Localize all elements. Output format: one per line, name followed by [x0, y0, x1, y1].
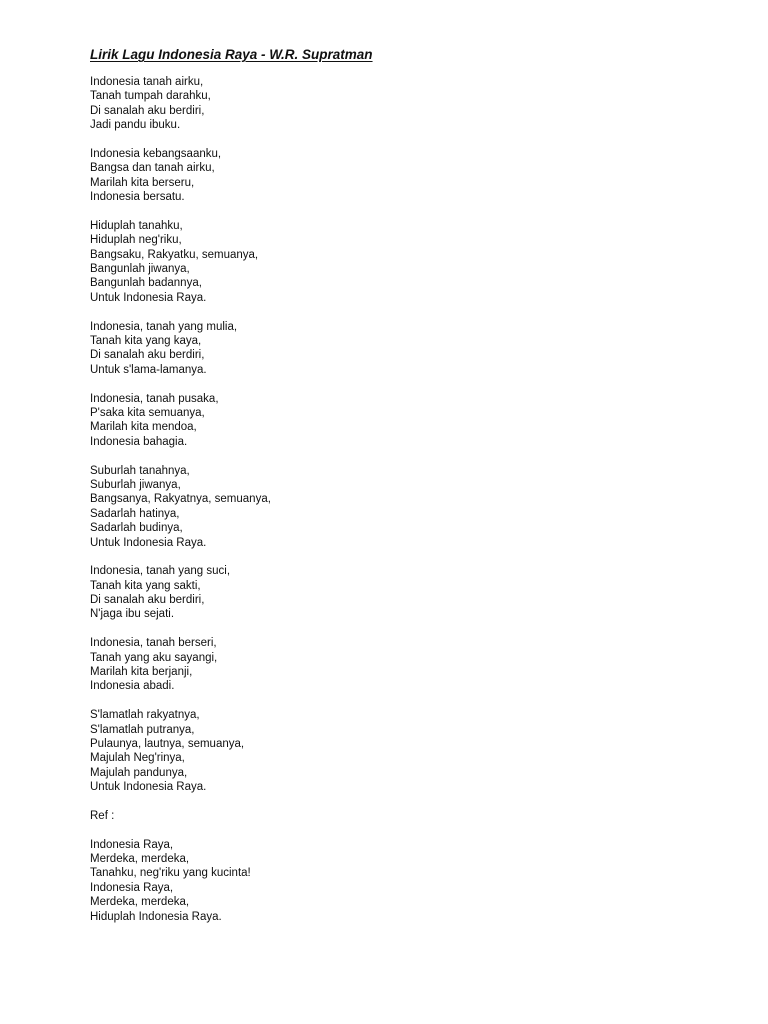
lyric-line: Sadarlah hatinya, — [90, 507, 180, 520]
lyric-line: Merdeka, merdeka, — [90, 896, 190, 909]
stanza-9 — [90, 708, 690, 794]
lyric-line: Bangunlah badannya, — [90, 277, 202, 290]
lyric-line: S'lamatlah putranya, — [90, 723, 195, 736]
lyric-line: Untuk Indonesia Raya. — [90, 291, 207, 304]
stanza-6 — [90, 464, 690, 550]
stanza-4 — [90, 320, 690, 378]
lyric-line: Tanah yang aku sayangi, — [90, 651, 218, 664]
lyric-line: Hiduplah neg'riku, — [90, 234, 182, 247]
lyric-line: Tanah tumpah darahku, — [90, 90, 211, 103]
lyric-line: Merdeka, merdeka, — [90, 853, 190, 866]
lyric-line: Indonesia Raya, — [90, 881, 174, 894]
lyrics-body — [90, 75, 690, 938]
lyric-line: Indonesia, tanah pusaka, — [90, 392, 219, 405]
lyric-line: Marilah kita berjanji, — [90, 666, 193, 679]
lyric-line: Bangsanya, Rakyatnya, semuanya, — [90, 493, 271, 506]
lyric-line: S'lamatlah rakyatnya, — [90, 709, 200, 722]
lyric-line: Indonesia abadi. — [90, 680, 175, 693]
lyric-line: N'jaga ibu sejati. — [90, 608, 175, 621]
refrain-label — [90, 809, 690, 823]
lyric-line: Majulah pandunya, — [90, 766, 188, 779]
lyric-line: Indonesia bahagia. — [90, 435, 188, 448]
lyric-line: Untuk Indonesia Raya. — [90, 781, 207, 794]
lyric-line: Indonesia, tanah yang suci, — [90, 565, 231, 578]
lyric-line: P'saka kita semuanya, — [90, 406, 205, 419]
lyric-line: Bangunlah jiwanya, — [90, 263, 190, 276]
lyric-line: Indonesia, tanah yang mulia, — [90, 320, 238, 333]
lyric-line: Hiduplah tanahku, — [90, 219, 183, 232]
stanza-1 — [90, 75, 690, 133]
lyric-line: Hiduplah Indonesia Raya. — [90, 910, 222, 923]
stanza-7 — [90, 564, 690, 622]
lyric-line: Ref : — [90, 809, 115, 822]
lyric-line: Marilah kita berseru, — [90, 176, 195, 189]
stanza-3 — [90, 219, 690, 305]
lyric-line: Tanah kita yang sakti, — [90, 579, 201, 592]
lyric-line: Di sanalah aku berdiri, — [90, 594, 205, 607]
lyric-line: Bangsa dan tanah airku, — [90, 162, 215, 175]
lyric-line: Untuk s'lama-lamanya. — [90, 363, 207, 376]
lyric-line: Sadarlah budinya, — [90, 522, 183, 535]
lyric-line: Pulaunya, lautnya, semuanya, — [90, 737, 245, 750]
lyric-line: Tanah kita yang kaya, — [90, 335, 202, 348]
lyric-line: Indonesia kebangsaanku, — [90, 147, 222, 160]
lyric-line: Indonesia, tanah berseri, — [90, 637, 217, 650]
lyric-line: Jadi pandu ibuku. — [90, 119, 181, 132]
stanza-5 — [90, 392, 690, 450]
lyric-line: Di sanalah aku berdiri, — [90, 104, 205, 117]
stanza-8 — [90, 636, 690, 694]
lyric-line: Suburlah tanahnya, — [90, 464, 190, 477]
lyric-line: Tanahku, neg'riku yang kucinta! — [90, 867, 251, 880]
lyric-line: Suburlah jiwanya, — [90, 478, 181, 491]
document-title: Lirik Lagu Indonesia Raya - W.R. Supratman — [90, 47, 373, 62]
lyric-line: Di sanalah aku berdiri, — [90, 349, 205, 362]
lyric-line: Bangsaku, Rakyatku, semuanya, — [90, 248, 259, 261]
refrain-stanza — [90, 838, 690, 924]
lyric-line: Marilah kita mendoa, — [90, 421, 197, 434]
stanza-2 — [90, 147, 690, 205]
lyric-line: Untuk Indonesia Raya. — [90, 536, 207, 549]
lyric-line: Indonesia bersatu. — [90, 191, 185, 204]
lyric-line: Indonesia Raya, — [90, 838, 174, 851]
lyric-line: Majulah Neg'rinya, — [90, 752, 185, 765]
lyric-line: Indonesia tanah airku, — [90, 76, 204, 88]
